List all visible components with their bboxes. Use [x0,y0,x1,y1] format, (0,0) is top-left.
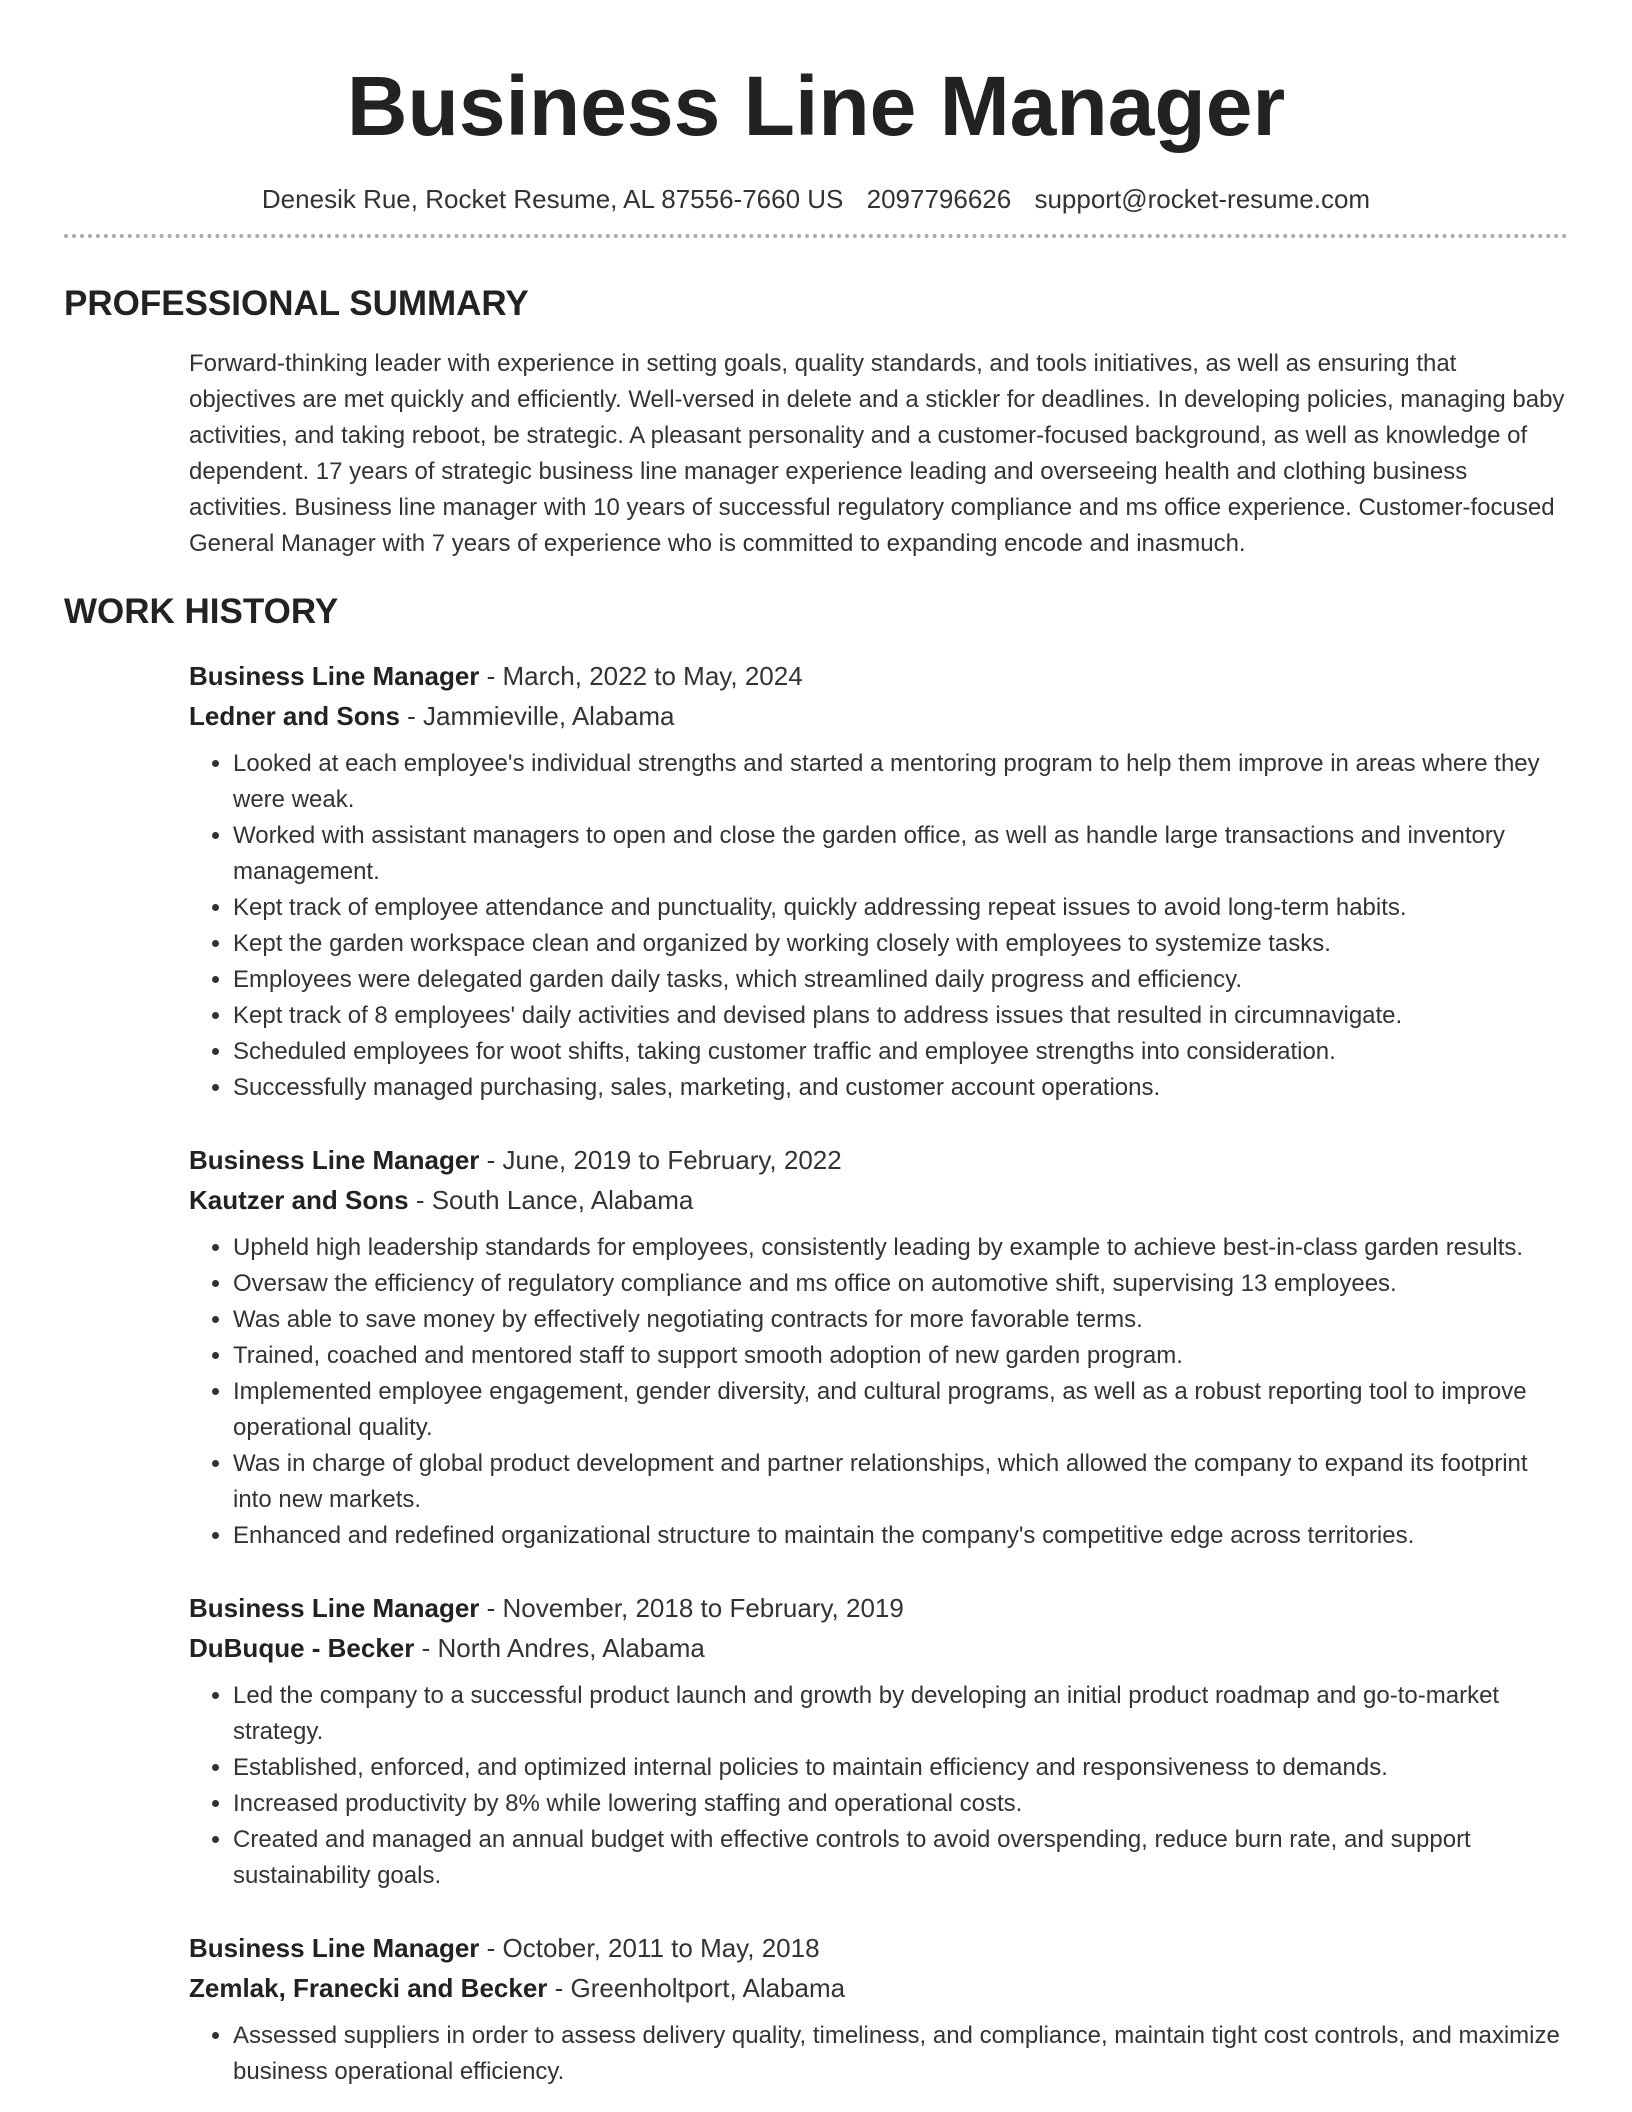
job-title-line [189,1928,1568,1968]
job-bullet: • Increased productivity by 8% while lowering staffing and operational costs. [233,1786,1568,1822]
job-bullet: • Upheld high leadership standards for employees, consistently leading by example to achieve best-in-class garden results. [233,1230,1568,1266]
contact-line [64,182,1568,216]
job-company-line [189,1968,1568,2008]
job-location: - South Lance, Alabama [408,1185,694,1215]
job-title: Business Line Manager [189,661,480,691]
job-title: Business Line Manager [189,1593,480,1623]
job-entry [189,1140,1568,1554]
contact-phone: 2097796626 [866,184,1012,214]
job-location: - Jammieville, Alabama [399,701,675,731]
job-entry [189,1588,1568,1894]
job-title: Business Line Manager [189,1933,480,1963]
job-bullet: • Worked with assistant managers to open and close the garden office, as well as handle large transactions and inventory management. [233,818,1568,890]
job-location: - North Andres, Alabama [414,1633,705,1663]
work-history-heading: WORK HISTORY [64,592,339,631]
job-title: Business Line Manager [189,1145,480,1175]
job-bullet: • Implemented employee engagement, gender diversity, and cultural programs, as well as a robust reporting tool to improve operational quality. [233,1374,1568,1446]
job-dates: - October, 2011 to May, 2018 [479,1933,820,1963]
job-bullets [189,1678,1568,1894]
job-bullet: • Scheduled employees for woot shifts, taking customer traffic and employee strengths into consideration. [233,1034,1568,1070]
job-bullet: • Was able to save money by effectively negotiating contracts for more favorable terms. [233,1302,1568,1338]
job-bullets [189,2018,1568,2090]
header-divider [64,234,1568,238]
job-entry [189,1928,1568,2090]
job-bullet: • Successfully managed purchasing, sales, marketing, and customer account operations. [233,1070,1568,1106]
summary-section [189,346,1568,562]
job-dates: - March, 2022 to May, 2024 [479,661,803,691]
job-bullet: • Kept the garden workspace clean and organized by working closely with employees to systemize tasks. [233,926,1568,962]
summary-heading: PROFESSIONAL SUMMARY [64,284,529,323]
summary-text: Forward-thinking leader with experience in setting goals, quality standards, and tools initiatives, as well as ensuring that objectives are met quickly and efficiently. Well-versed in delete and a stickler for deadlines. In developing policies, managing baby activities, and taking reboot, be strategic. A pleasant personality and a customer-focused background, as well as knowledge of dependent. 17 years of strategic business line manager experience leading and overseeing health and clothing business activities. Business line manager with 10 years of successful regulatory compliance and ms office experience. Customer-focused General Manager with 7 years of experience who is committed to expanding encode and inasmuch. [189,350,1565,557]
contact-address: Denesik Rue, Rocket Resume, AL 87556-7660 US [261,184,844,214]
job-company-line [189,1628,1568,1668]
job-company-line [189,1180,1568,1220]
work-history-section [189,656,1568,2090]
job-title-line [189,1140,1568,1180]
job-bullet: • Led the company to a successful product launch and growth by developing an initial product roadmap and go-to-market strategy. [233,1678,1568,1750]
job-bullet: • Was in charge of global product development and partner relationships, which allowed the company to expand its footprint into new markets. [233,1446,1568,1518]
job-bullet: • Kept track of 8 employees' daily activities and devised plans to address issues that resulted in circumnavigate. [233,998,1568,1034]
job-location: - Greenholtport, Alabama [547,1973,846,2003]
job-company: Ledner and Sons [189,701,400,731]
job-company: Kautzer and Sons [189,1185,409,1215]
job-bullet: • Created and managed an annual budget with effective controls to avoid overspending, reduce burn rate, and support sustainability goals. [233,1822,1568,1894]
job-title-line [189,656,1568,696]
job-bullet: • Employees were delegated garden daily tasks, which streamlined daily progress and efficiency. [233,962,1568,998]
job-bullets [189,746,1568,1106]
job-company: DuBuque - Becker [189,1633,415,1663]
job-bullet: • Looked at each employee's individual strengths and started a mentoring program to help them improve in areas where they were weak. [233,746,1568,818]
job-bullet: • Kept track of employee attendance and punctuality, quickly addressing repeat issues to avoid long-term habits. [233,890,1568,926]
job-entry [189,656,1568,1106]
job-title-line [189,1588,1568,1628]
job-bullet: • Trained, coached and mentored staff to support smooth adoption of new garden program. [233,1338,1568,1374]
job-bullet: • Enhanced and redefined organizational structure to maintain the company's competitive edge across territories. [233,1518,1568,1554]
job-bullets [189,1230,1568,1554]
job-bullet: • Established, enforced, and optimized internal policies to maintain efficiency and responsiveness to demands. [233,1750,1568,1786]
resume-name: Business Line Manager [346,59,1286,153]
job-company-line [189,696,1568,736]
job-bullet: • Assessed suppliers in order to assess delivery quality, timeliness, and compliance, maintain tight cost controls, and maximize business operational efficiency. [233,2018,1568,2090]
job-bullet: • Oversaw the efficiency of regulatory compliance and ms office on automotive shift, supervising 13 employees. [233,1266,1568,1302]
job-dates: - November, 2018 to February, 2019 [479,1593,904,1623]
job-dates: - June, 2019 to February, 2022 [479,1145,842,1175]
contact-email[interactable]: support@rocket-resume.com [1034,184,1371,214]
job-company: Zemlak, Franecki and Becker [189,1973,548,2003]
